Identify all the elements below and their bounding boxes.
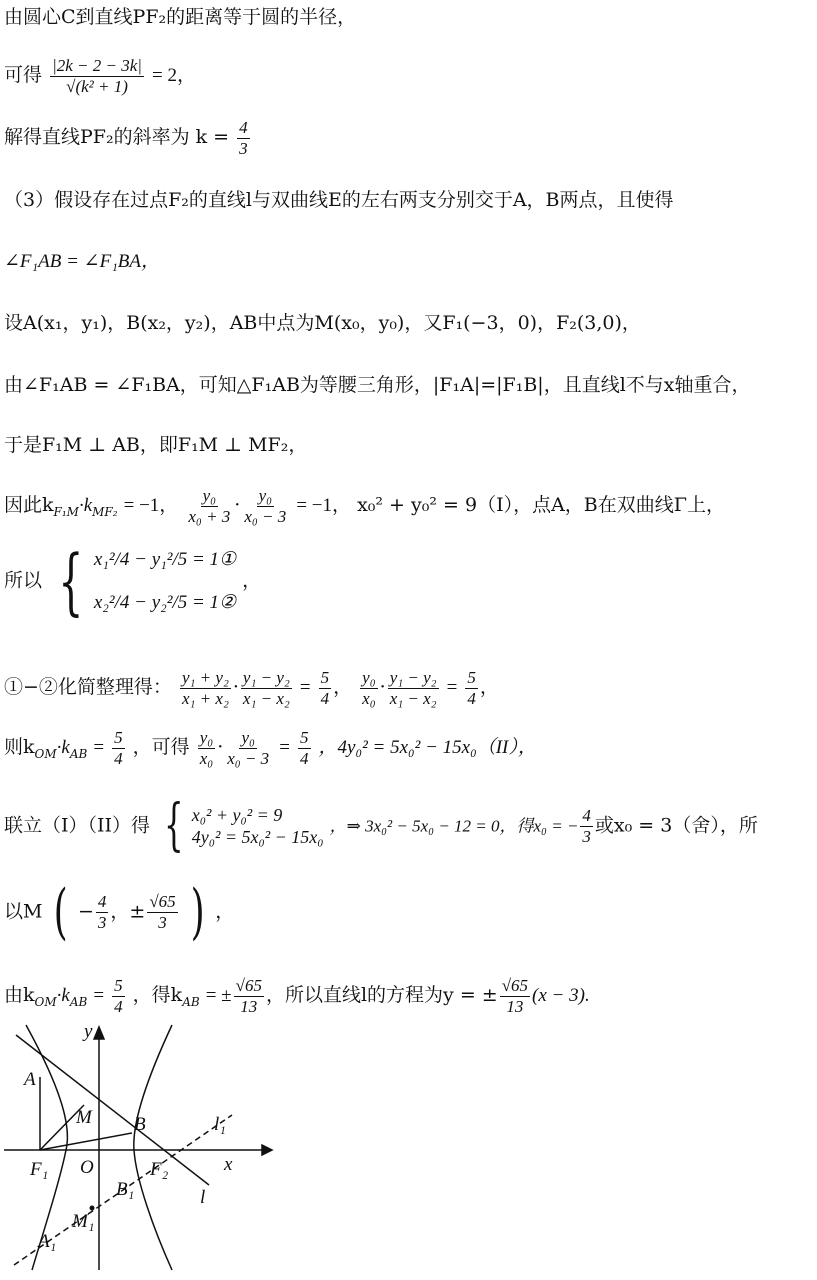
text-line-2: [4, 56, 196, 96]
line-14-end: ，: [215, 900, 235, 923]
subscript-ab: AB: [69, 746, 88, 761]
line-9-b: ·k: [78, 495, 93, 517]
fraction-denominator: 4: [467, 688, 476, 708]
fraction-y0-x0m3: [242, 486, 288, 526]
line-2-suffix: = 2，: [152, 65, 196, 87]
text-line-7: [4, 376, 751, 395]
fraction-numerator: y₀: [258, 486, 273, 505]
fraction-5-4: [112, 728, 125, 768]
text-line-1: [4, 8, 356, 27]
fraction-denominator: 4: [114, 748, 123, 768]
text-line-13: [4, 793, 758, 858]
fraction-y0-x0: [198, 728, 215, 768]
equals: =: [446, 677, 458, 699]
line-5-text: ∠F₁AB = ∠F₁BA，: [4, 251, 161, 272]
fraction-numerator: 4: [97, 891, 107, 911]
line-4-text: （3）假设存在过点F₂的直线l与双曲线E的左右两支分别交于A，B两点，且使得: [4, 189, 674, 211]
fraction-distance: [50, 56, 144, 96]
right-paren: ): [190, 877, 205, 947]
brace: {: [164, 793, 184, 858]
subscript-mf2: MF₂: [92, 504, 118, 519]
line-9-e: x₀² + y₀² = 9（I），点A，B在双曲线Γ上，: [357, 494, 725, 517]
system-row-1: x₀² + y₀² = 9: [191, 805, 283, 825]
text-line-4: [4, 191, 674, 210]
equals: =: [93, 985, 105, 1007]
equation-system-hyperbola: [48, 540, 236, 622]
line-11-prefix: ①−②化简整理得：: [4, 676, 172, 699]
line-15-b: ·k: [56, 985, 70, 1007]
line-15-e: = ±: [205, 985, 232, 1007]
fraction-denominator: 4: [300, 748, 309, 768]
fraction-denominator: x₀ − 3: [244, 506, 287, 526]
fraction-numerator: 4: [239, 118, 248, 137]
fraction-numerator: y₀: [241, 728, 255, 747]
label-a: A: [24, 1069, 36, 1090]
subscript-f1m: F₁M: [53, 504, 79, 519]
fraction-numerator: y₁ − y₂: [242, 668, 290, 687]
hyperbola-right-branch: [134, 1025, 172, 1270]
fraction-denominator: 13: [240, 996, 258, 1016]
line-9-d: = −1，: [296, 495, 352, 517]
brace: {: [58, 539, 84, 623]
fraction-5-4-b: [465, 668, 478, 708]
subscript-ab: AB: [182, 994, 200, 1009]
label-f2: F₂: [150, 1159, 169, 1180]
line-1-text: 由圆心C到直线PF₂的距离等于圆的半径，: [4, 6, 357, 28]
label-o: O: [80, 1157, 94, 1178]
line-15-d: ，得k: [132, 984, 183, 1007]
comma: ，: [479, 676, 499, 699]
text-line-3: [4, 118, 252, 158]
text-line-14: 以M ( − $\frac{4}{3}$ ，± $\frac{√65}{3}$ ) ，: [4, 877, 235, 947]
fraction-numerator: y₀: [202, 486, 217, 505]
line-12-f: ，4y₀² = 5x₀² − 15x₀（II），: [318, 737, 537, 759]
y-axis-arrow: [94, 1027, 104, 1039]
fraction-denominator: 3: [97, 912, 107, 932]
fraction-numerator: 5: [320, 668, 330, 687]
line-7-text: 由∠F₁AB = ∠F₁BA，可知△F₁AB为等腰三角形，|F₁A|=|F₁B|，且直线l不与x轴重合，: [4, 374, 751, 396]
fraction-denominator: x₁ + x₂: [181, 688, 229, 708]
text-line-11: ①−②化简整理得： $\frac{\text{y₁ + y₂}}{\text{x₁ + x₂}}$ · $\frac{\text{y₁ − y₂}}{\text{x₁ − x₂}}$ = $\frac{5}{4}$ ， $\frac{\text{y₀}}{\text{x₀}}$ · $\frac{\text{y₁ − y₂}}{\text{x₁ − x₂}}$ = $\frac{5}{4}$ ，: [4, 668, 499, 708]
fraction-denominator: 4: [320, 688, 330, 708]
line-12-d: ，可得: [132, 736, 190, 759]
fraction-denominator: x₁ − x₂: [389, 688, 437, 708]
label-m: M: [76, 1107, 92, 1128]
fraction-sqrt65-13-b: [500, 976, 530, 1016]
equals: =: [93, 737, 105, 759]
fraction-denominator: √(k² + 1): [66, 76, 128, 96]
subscript-om: OM: [34, 746, 57, 761]
fraction-5-4: [319, 668, 332, 708]
point-m1: [90, 1206, 95, 1211]
fraction-numerator: 5: [114, 728, 123, 747]
subscript-om: OM: [34, 994, 57, 1009]
fraction-numerator: y₀: [199, 728, 214, 747]
fraction-denominator: 3: [158, 912, 167, 932]
text-line-10: [4, 540, 261, 622]
label-x: x: [224, 1154, 233, 1175]
label-b: B: [134, 1114, 146, 1135]
line-9-a: 因此k: [4, 494, 54, 517]
subscript-ab: AB: [69, 994, 88, 1009]
equals: =: [299, 677, 311, 699]
label-f1: F₁: [30, 1159, 49, 1180]
fraction-5-4-b: [298, 728, 311, 768]
fraction-denominator: x₀ − 3: [227, 748, 270, 768]
line-13-prefix: 联立（I）（II）得: [4, 814, 151, 837]
text-line-9: 因此$k_{F_1M}\cdot k_{MF_2} = -1$， $\frac{\text{y₀}}{\text{x₀ + 3}}$ · $\frac{\text{y₀}}{\text{x₀ − 3}}$ = −1， x₀² + y₀² = 9（I），点A，B在双曲线Γ上，: [4, 486, 725, 526]
fraction-numerator: y₀: [362, 668, 376, 687]
label-b1: B₁: [116, 1179, 135, 1200]
fraction-y0-x0p3: [186, 486, 232, 526]
fraction-denominator: 3: [582, 826, 591, 846]
fraction-y0-x0: [360, 668, 377, 708]
fraction-denominator: x₀: [199, 748, 214, 768]
line-8-text: 于是F₁M ⊥ AB，即F₁M ⊥ MF₂，: [4, 434, 308, 456]
line-2-prefix: 可得: [4, 64, 43, 87]
fraction-slope: [237, 118, 250, 158]
line-6-text: 设A(x₁，y₁)，B(x₂，y₂)，AB中点为M(x₀，y₀)，又F₁(−3，0)，F₂(3,0)，: [4, 312, 641, 334]
label-y: y: [84, 1021, 93, 1042]
fraction-denominator: x₁ − x₂: [242, 688, 290, 708]
line-9-c: = −1，: [123, 495, 179, 517]
label-l: l: [200, 1187, 206, 1208]
line-10-suffix: ，: [242, 569, 262, 592]
text-line-6: [4, 314, 641, 333]
hyperbola-diagram: [4, 1015, 294, 1277]
line-15-a: 由k: [4, 984, 35, 1007]
system-row-2: x₂²/4 − y₂²/5 = 1②: [93, 592, 237, 613]
system-row-2: 4y₀² = 5x₀² − 15x₀: [191, 827, 324, 847]
fraction-sqrt65-13: [234, 976, 264, 1016]
fraction-numerator: 4: [582, 805, 591, 825]
line-12-b: ·k: [56, 737, 70, 759]
fraction-numerator: 5: [467, 668, 476, 687]
line-14-prefix: 以M: [4, 900, 43, 923]
system-row-1: x₁²/4 − y₁²/5 = 1①: [93, 549, 237, 570]
text-line-12: 则$k_{OM}\cdot k_{AB}$ = $\frac{5}{4}$ ，可得 $\frac{\text{y₀}}{\text{x₀}}$ · $\frac{\text{y₀}}{\text{x₀ − 3}}$ = $\frac{5}{4}$ ，4y₀² = 5x₀² − 15x₀（II），: [4, 728, 537, 768]
line-14-mid: ，±: [110, 900, 146, 923]
line-13-mid: ，⇒ 3x₀² − 5x₀ − 12 = 0，得x₀ = −: [329, 816, 579, 836]
fraction-diff-2: [388, 668, 439, 708]
equals: =: [279, 737, 290, 759]
line-15-f: ，所以直线l的方程为y = ±: [265, 984, 498, 1007]
line-10-prefix: 所以: [4, 569, 43, 592]
text-line-15: [4, 976, 590, 1016]
line-15-g: (x − 3).: [532, 985, 590, 1007]
fraction-numerator: y₁ − y₂: [389, 668, 437, 687]
line-13-end: 或x₀ = 3（舍），所: [594, 814, 758, 837]
fraction-numerator: √65: [235, 976, 262, 995]
fraction-sum: [180, 668, 231, 708]
fraction-4-3: [580, 806, 593, 846]
label-a1: A₁: [38, 1231, 57, 1252]
fraction-5-4: [112, 976, 125, 1016]
fraction-numerator: 5: [114, 976, 123, 995]
fraction-denominator: 13: [506, 996, 524, 1016]
left-paren: (: [53, 877, 68, 947]
label-m1: M₁: [72, 1211, 95, 1232]
line-12-a: 则k: [4, 736, 35, 759]
fraction-numerator: y₁ + y₂: [181, 668, 229, 687]
text-line-5: [4, 252, 160, 271]
fraction-numerator: √65: [501, 976, 529, 995]
fraction-sqrt65-3: [147, 892, 177, 932]
label-l1: l₁: [214, 1114, 226, 1135]
fraction-diff: [241, 668, 292, 708]
line-3-prefix: 解得直线PF₂的斜率为 k =: [4, 126, 230, 149]
fraction-denominator: x₀ + 3: [188, 506, 231, 526]
x-axis-arrow: [262, 1145, 272, 1155]
fraction-denominator: 3: [239, 138, 248, 158]
fraction-numerator: 5: [300, 728, 309, 747]
fraction-y0-x0m3: [225, 728, 271, 768]
fraction-4-3: [96, 892, 109, 932]
fraction-numerator: |2k − 2 − 3k|: [52, 56, 142, 75]
fraction-denominator: 4: [114, 996, 123, 1016]
comma: ，: [333, 676, 353, 699]
text-line-8: [4, 436, 307, 455]
equation-system-combined: [156, 793, 324, 858]
fraction-denominator: x₀: [362, 688, 376, 708]
fraction-numerator: √65: [149, 891, 176, 911]
